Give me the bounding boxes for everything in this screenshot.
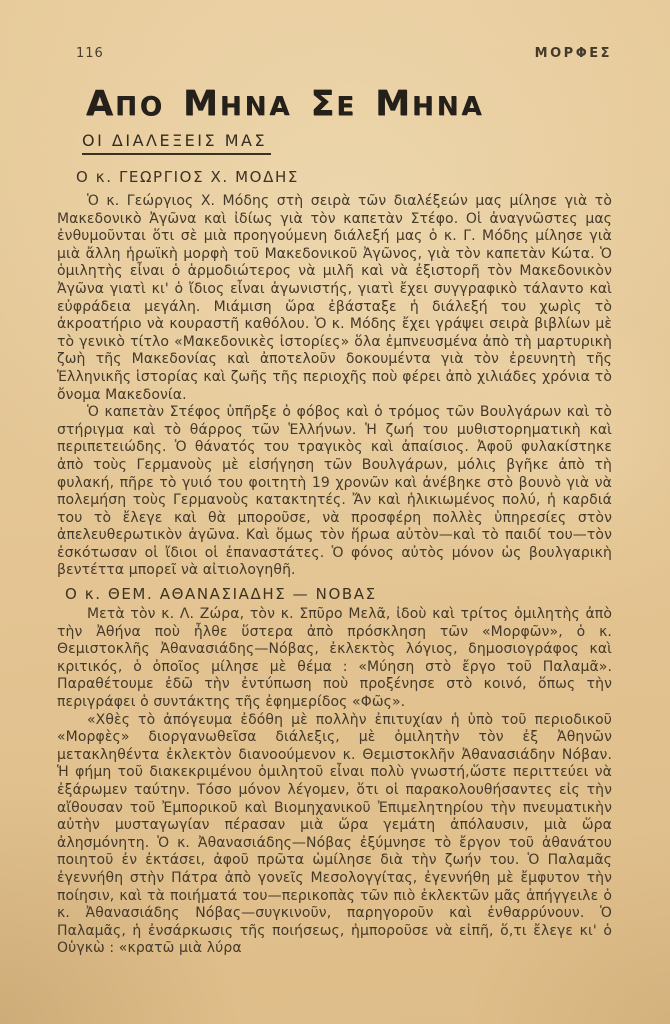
paragraph-modis-2: Ὁ καπετὰν Στέφος ὑπῆρξε ὁ φόβος καὶ ὁ τρόμος τῶν Βουλγάρων καὶ τὸ στήριγμα καὶ τὸ θάρρος τῶν Ἑλλήνων. Ἡ ζωή του μυθιστορηματικὴ καὶ περιπετειώδης. Ὁ θάνατός του τραγικὸς καὶ ἀπαίσιος. Ἀφοῦ φυλακίστηκε ἀπὸ τοὺς Γερμανοὺς μὲ εἰσήγηση τῶν Βουλγάρων, μόλις βγῆκε ἀπὸ τὴ φυλακή, πῆρε τὸ γυιό του φοιτητὴ 19 χρονῶν καὶ ἀνέβηκε στὸ βουνὸ γιὰ νὰ πολεμήση τοὺς Γερμανοὺς κατακτητές. Ἄν καὶ ἡλικιωμένος πολύ, ἡ καρδιά του τὸ ἔλεγε καὶ θὰ μποροῦσε, νὰ προσφέρη πολλὲς ὑπηρεσίες στὸν ἀπελευθερωτικὸν ἀγῶνα. Καὶ ὅμως τὸν ἥρωα αὐτὸν—καὶ τὸ παιδί του—τὸν ἐσκότωσαν οἱ ἴδιοι οἱ ἐπαναστάτες. Ὁ φόνος αὐτὸς μόνον ὡς βουλγαρικὴ βεντέττα μπορεῖ νὰ αἰτιολογηθῆ. — [57, 404, 612, 579]
article-title: ΑΠΟ ΜΗΝΑ ΣΕ ΜΗΝΑ — [86, 84, 485, 124]
magazine-name: ΜΟΡΦΕΣ — [534, 46, 612, 61]
page-header — [0, 0, 670, 61]
speaker-heading-athanasiadis: Ο κ. ΘΕΜ. ΑΘΑΝΑΣΙΑΔΗΣ — ΝΟΒΑΣ — [65, 585, 377, 604]
section-heading: ΟΙ ΔΙΑΛΕΞΕΙΣ ΜΑΣ — [82, 131, 271, 155]
paragraph-modis-1: Ὁ κ. Γεώργιος Χ. Μόδης στὴ σειρὰ τῶν διαλέξεών μας μίλησε γιὰ τὸ Μακεδονικὸ Ἀγῶνα καὶ ἰδίως γιὰ τὸν καπετὰν Στέφο. Οἱ ἀναγνῶστες μας ἐνθυμοῦνται ὅτι σὲ μιὰ προηγούμενη διάλεξή μας ὁ κ. Γ. Μόδης μίλησε γιὰ μιὰ ἄλλη ἡρωϊκὴ μορφὴ τοῦ Μακεδονικοῦ Ἀγῶνος, γιὰ τὸν καπετὰν Κώτα. Ὁ ὁμιλητὴς εἶναι ὁ ἁρμοδιώτερος νὰ μιλῆ καὶ νὰ ἐξιστορῆ τὸν Μακεδονικὸν Ἀγῶνα γιατὶ κι' ὁ ἴδιος εἶναι ἀγωνιστής, γιατὶ ἔχει συγγραφικὸ τάλαντο καὶ εὐφράδεια μεγάλη. Μιάμιση ὥρα ἐβάσταξε ἡ διάλεξή του χωρὶς τὸ ἀκροατήριο νὰ κουραστῆ καθόλου. Ὁ κ. Μόδης ἔχει γράψει σειρὰ βιβλίων μὲ τὸ γενικὸ τίτλο «Μακεδονικὲς ἱστορίες» ὅλα ἐμπνευσμένα ἀπὸ τὴ μαρτυρικὴ ζωὴ τῆς Μακεδονίας καὶ ἀποτελοῦν δοκουμέντα γιὰ τὸν ἐρευνητὴ τῆς Ἑλληνικῆς ἱστορίας καὶ ζωῆς τῆς περιοχῆς ποὺ φέρει ἀπὸ χιλιάδες χρόνια τὸ ὄνομα Μακεδονία. — [57, 193, 612, 403]
speaker-heading-modis: Ο κ. ΓΕΩΡΓΙΟΣ Χ. ΜΟΔΗΣ — [76, 168, 299, 186]
paragraph-athanasiadis-1: Μετὰ τὸν κ. Λ. Ζώρα, τὸν κ. Σπῦρο Μελᾶ, ἰδοὺ καὶ τρίτος ὁμιλητὴς ἀπὸ τὴν Ἀθήνα ποὺ ἦλθε ὕστερα ἀπὸ πρόσκληση τῶν «Μορφῶν», ὁ κ. Θεμιστοκλῆς Ἀθανασιάδης—Νόβας, ἐκλεκτὸς λόγιος, δημοσιογράφος καὶ κριτικός, ὁ ὁποῖος μίλησε μὲ θέμα : «Μύηση στὸ ἔργο τοῦ Παλαμᾶ». Παραθέτουμε ἐδῶ τὴν ἐντύπωση ποὺ προξένησε στὸ κοινό, ὅπως τὴν περιγράφει ὁ συντάκτης τῆς ἐφημερίδος «Φῶς». — [57, 606, 612, 711]
page-number: 116 — [76, 46, 104, 61]
article-body — [57, 193, 612, 958]
paragraph-athanasiadis-2: «Χθὲς τὸ ἀπόγευμα ἐδόθη μὲ πολλὴν ἐπιτυχίαν ἡ ὑπὸ τοῦ περιοδικοῦ «Μορφὲς» διοργανωθεῖσα διάλεξις, μὲ ὁμιλητὴν τὸν ἐξ Ἀθηνῶν μετακληθέντα ἐκλεκτὸν διανοούμενον κ. Θεμιστοκλῆν Ἀθανασιάδην Νόβαν. Ἡ φήμη τοῦ διακεκριμένου ὁμιλητοῦ εἶναι πολὺ γνωστή,ὥστε περιττεύει νὰ ἐξάρωμεν ταύτην. Τόσο μόνον λέγομεν, ὅτι οἱ παρακολουθήσαντες εἰς τὴν αἴθουσαν τοῦ Ἐμπορικοῦ καὶ Βιομηχανικοῦ Ἐπιμελητηρίου τὴν πνευματικὴν αὐτὴν μυσταγωγίαν πέρασαν μιὰ ὥρα γεμάτη ἀπόλαυσιν, μιὰ ὥρα ἀλησμόνητη. Ὁ κ. Ἀθανασιάδης—Νόβας ἐξύμνησε τὸ ἔργον τοῦ ἀθανάτου ποιητοῦ ἐν ἐκτάσει, ἀφοῦ πρῶτα ὡμίλησε διὰ τὴν ζωήν του. Ὁ Παλαμᾶς ἐγεννήθη στὴν Πάτρα ἀπὸ γονεῖς Μεσολογγίτας, ἐγεννήθη μὲ ἔμφυτον τὴν ποίησιν, καὶ τὰ ποιήματά του—περικοπὰς τῶν πιὸ ἐκλεκτῶν μᾶς ἀπήγγειλε ὁ κ. Ἀθανασιάδης Νόβας—συγκινοῦν, παρηγοροῦν καὶ ἐνθαρρύνουν. Ὁ Παλαμᾶς, ἡ ἐνσάρκωσις τῆς ποιήσεως, ἠμποροῦσε νὰ εἰπῆ, ὅ,τι ἔλεγε κι' ὁ Οὑγκὼ : «κρατῶ μιὰ λύρα — [57, 711, 612, 957]
section-heading-wrap — [82, 131, 670, 155]
